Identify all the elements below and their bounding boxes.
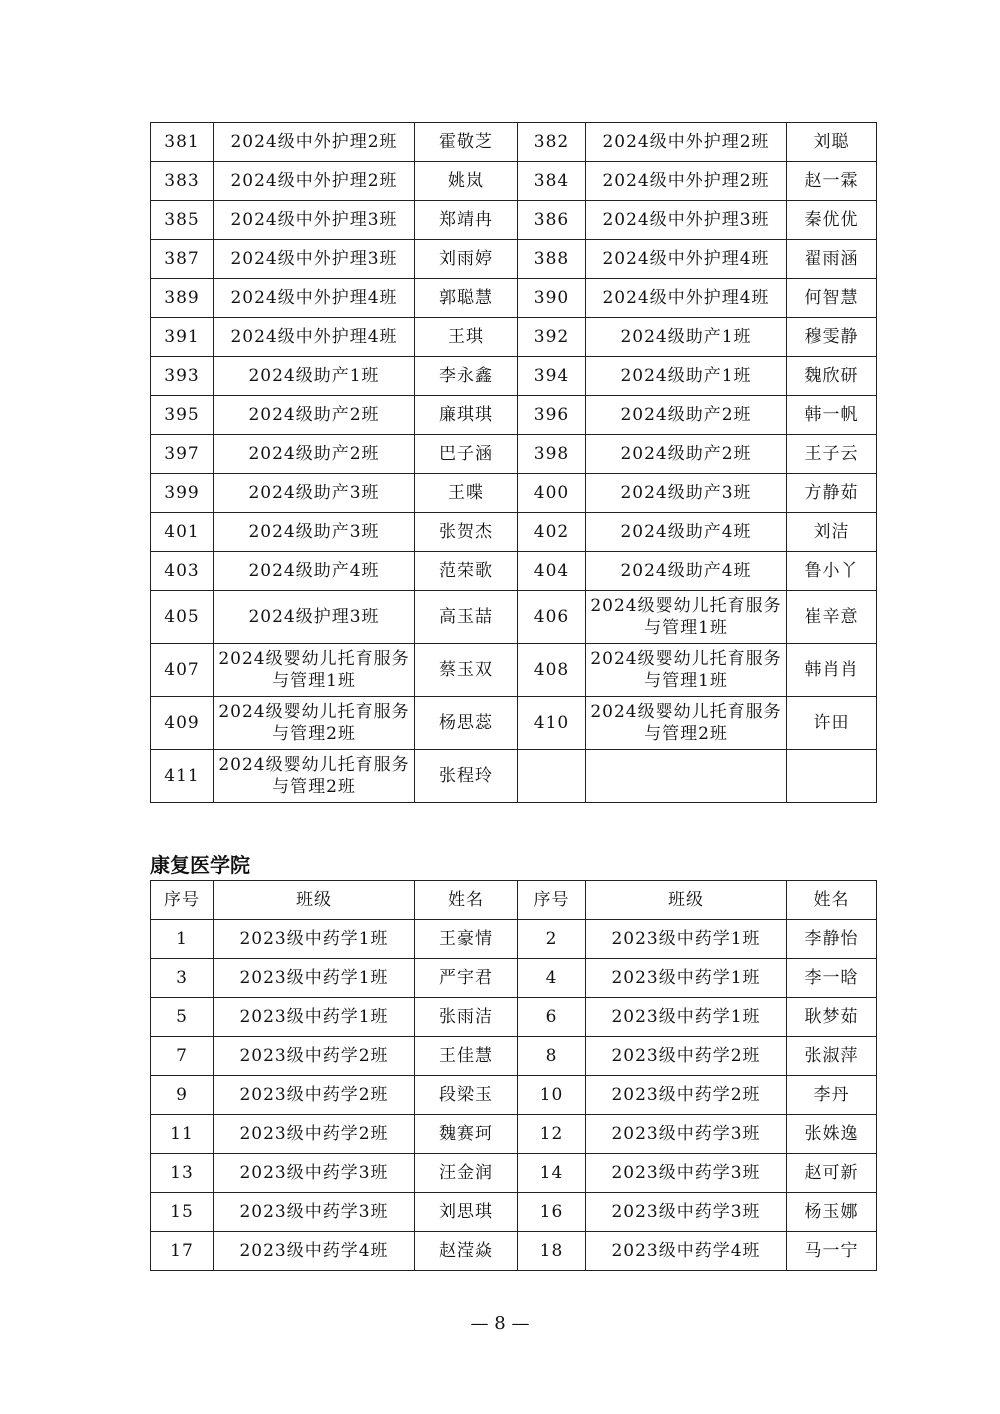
cell-index: 14: [518, 1154, 586, 1193]
cell-class: 2024级助产4班: [214, 552, 415, 591]
cell-name: 李丹: [787, 1076, 877, 1115]
cell-class: 2023级中药学2班: [586, 1037, 787, 1076]
cell-class: 2024级婴幼儿托育服务与管理2班: [214, 697, 415, 750]
cell-class: 2024级中外护理3班: [586, 201, 787, 240]
table-row: [151, 513, 877, 552]
cell-index: 1: [151, 920, 214, 959]
cell-index: 404: [518, 552, 586, 591]
cell-name: 耿梦茹: [787, 998, 877, 1037]
cell-class: 2023级中药学1班: [214, 920, 415, 959]
cell-name: [787, 750, 877, 803]
cell-index: 7: [151, 1037, 214, 1076]
cell-name: 刘思琪: [415, 1193, 518, 1232]
cell-class: 2024级婴幼儿托育服务与管理1班: [214, 644, 415, 697]
cell-class: 2024级助产2班: [586, 435, 787, 474]
cell-name: 段梁玉: [415, 1076, 518, 1115]
cell-index: 409: [151, 697, 214, 750]
cell-name: 王佳慧: [415, 1037, 518, 1076]
cell-class: 2024级助产3班: [214, 513, 415, 552]
cell-name: 蔡玉双: [415, 644, 518, 697]
cell-index: 389: [151, 279, 214, 318]
cell-name: 严宇君: [415, 959, 518, 998]
cell-class: 2024级助产3班: [214, 474, 415, 513]
cell-class: 2023级中药学1班: [214, 998, 415, 1037]
cell-class: 2024级助产2班: [586, 396, 787, 435]
cell-index: 402: [518, 513, 586, 552]
cell-index: 381: [151, 123, 214, 162]
table-row: [151, 396, 877, 435]
section-title: 康复医学院: [150, 853, 250, 877]
cell-class: 2024级中外护理2班: [586, 123, 787, 162]
cell-class: 2023级中药学3班: [214, 1154, 415, 1193]
cell-index: 400: [518, 474, 586, 513]
cell-class: 2024级助产3班: [586, 474, 787, 513]
cell-index: 15: [151, 1193, 214, 1232]
cell-class: 2024级助产1班: [214, 357, 415, 396]
cell-name: 赵滢焱: [415, 1232, 518, 1271]
cell-index: 386: [518, 201, 586, 240]
cell-name: 崔辛意: [787, 591, 877, 644]
header-index: 序号: [151, 881, 214, 920]
cell-name: 杨玉娜: [787, 1193, 877, 1232]
cell-name: 王子云: [787, 435, 877, 474]
cell-class: 2023级中药学1班: [214, 959, 415, 998]
cell-class: 2024级中外护理4班: [214, 318, 415, 357]
cell-index: 388: [518, 240, 586, 279]
cell-name: 鲁小丫: [787, 552, 877, 591]
cell-index: 403: [151, 552, 214, 591]
cell-index: 406: [518, 591, 586, 644]
cell-index: 405: [151, 591, 214, 644]
cell-index: 401: [151, 513, 214, 552]
cell-name: 郑靖冉: [415, 201, 518, 240]
cell-index: 17: [151, 1232, 214, 1271]
cell-index: 392: [518, 318, 586, 357]
table-row: [151, 357, 877, 396]
cell-index: 387: [151, 240, 214, 279]
cell-class: 2024级助产2班: [214, 435, 415, 474]
cell-index: 13: [151, 1154, 214, 1193]
cell-name: 张贺杰: [415, 513, 518, 552]
cell-index: 2: [518, 920, 586, 959]
cell-class: 2024级助产4班: [586, 552, 787, 591]
table-row: [151, 998, 877, 1037]
cell-name: 范荣歌: [415, 552, 518, 591]
cell-name: 何智慧: [787, 279, 877, 318]
cell-index: 12: [518, 1115, 586, 1154]
cell-name: 韩肖肖: [787, 644, 877, 697]
cell-name: 郭聪慧: [415, 279, 518, 318]
cell-name: 翟雨涵: [787, 240, 877, 279]
cell-class: 2023级中药学2班: [214, 1037, 415, 1076]
cell-index: 382: [518, 123, 586, 162]
cell-name: 刘洁: [787, 513, 877, 552]
table-row: [151, 240, 877, 279]
cell-name: 李永鑫: [415, 357, 518, 396]
cell-class: 2023级中药学2班: [214, 1115, 415, 1154]
cell-index: 390: [518, 279, 586, 318]
cell-index: 384: [518, 162, 586, 201]
cell-class: 2024级中外护理2班: [214, 162, 415, 201]
table-row: [151, 1076, 877, 1115]
cell-index: 396: [518, 396, 586, 435]
cell-index: 3: [151, 959, 214, 998]
header-name: 姓名: [787, 881, 877, 920]
cell-index: 11: [151, 1115, 214, 1154]
table-row: [151, 750, 877, 803]
cell-name: 霍敬芝: [415, 123, 518, 162]
page-number: — 8 —: [470, 1313, 530, 1334]
table-row: [151, 201, 877, 240]
cell-index: 385: [151, 201, 214, 240]
cell-index: 408: [518, 644, 586, 697]
cell-name: 张淑萍: [787, 1037, 877, 1076]
cell-class: 2023级中药学2班: [214, 1076, 415, 1115]
cell-name: 杨思蕊: [415, 697, 518, 750]
student-table-continued-body: [151, 123, 877, 803]
cell-class: 2023级中药学2班: [586, 1076, 787, 1115]
cell-class: 2024级助产4班: [586, 513, 787, 552]
cell-name: 刘聪: [787, 123, 877, 162]
header-class: 班级: [214, 881, 415, 920]
cell-class: 2024级婴幼儿托育服务与管理2班: [586, 697, 787, 750]
table-row: [151, 552, 877, 591]
table-header-row: [151, 881, 877, 920]
cell-index: 18: [518, 1232, 586, 1271]
cell-index: 410: [518, 697, 586, 750]
cell-name: 穆雯静: [787, 318, 877, 357]
cell-name: 李一晗: [787, 959, 877, 998]
cell-class: 2024级婴幼儿托育服务与管理2班: [214, 750, 415, 803]
cell-class: 2024级婴幼儿托育服务与管理1班: [586, 644, 787, 697]
cell-class: 2024级中外护理2班: [214, 123, 415, 162]
header-name: 姓名: [415, 881, 518, 920]
cell-class: 2024级婴幼儿托育服务与管理1班: [586, 591, 787, 644]
cell-index: 5: [151, 998, 214, 1037]
table-row: [151, 959, 877, 998]
header-class: 班级: [586, 881, 787, 920]
cell-class: 2023级中药学3班: [586, 1154, 787, 1193]
cell-index: 391: [151, 318, 214, 357]
cell-index: 398: [518, 435, 586, 474]
cell-class: 2024级助产2班: [214, 396, 415, 435]
cell-index: 8: [518, 1037, 586, 1076]
cell-name: 张雨洁: [415, 998, 518, 1037]
table-row: [151, 1115, 877, 1154]
cell-index: 399: [151, 474, 214, 513]
cell-name: 李静怡: [787, 920, 877, 959]
cell-class: 2024级中外护理3班: [214, 240, 415, 279]
cell-class: 2024级中外护理2班: [586, 162, 787, 201]
cell-index: 393: [151, 357, 214, 396]
cell-class: 2024级助产1班: [586, 318, 787, 357]
cell-index: 411: [151, 750, 214, 803]
cell-index: 9: [151, 1076, 214, 1115]
cell-name: 赵可新: [787, 1154, 877, 1193]
cell-class: 2024级助产1班: [586, 357, 787, 396]
cell-class: 2024级中外护理4班: [214, 279, 415, 318]
cell-name: 张姝逸: [787, 1115, 877, 1154]
cell-index: 383: [151, 162, 214, 201]
cell-name: 廉琪琪: [415, 396, 518, 435]
table-row: [151, 920, 877, 959]
cell-class: 2023级中药学1班: [586, 920, 787, 959]
cell-name: 韩一帆: [787, 396, 877, 435]
cell-name: 张程玲: [415, 750, 518, 803]
cell-name: 汪金润: [415, 1154, 518, 1193]
table-row: [151, 644, 877, 697]
table-row: [151, 1037, 877, 1076]
cell-class: 2023级中药学4班: [586, 1232, 787, 1271]
table-row: [151, 1154, 877, 1193]
cell-class: 2023级中药学4班: [214, 1232, 415, 1271]
rehab-medicine-table-body: [151, 920, 877, 1271]
cell-name: 秦优优: [787, 201, 877, 240]
cell-class: 2023级中药学1班: [586, 998, 787, 1037]
table-row: [151, 279, 877, 318]
cell-name: 巴子涵: [415, 435, 518, 474]
student-table-continued: [150, 122, 877, 803]
cell-name: 刘雨婷: [415, 240, 518, 279]
cell-index: 395: [151, 396, 214, 435]
cell-index: 6: [518, 998, 586, 1037]
cell-index: 16: [518, 1193, 586, 1232]
table-row: [151, 697, 877, 750]
cell-class: 2024级中外护理3班: [214, 201, 415, 240]
table-row: [151, 435, 877, 474]
cell-index: 4: [518, 959, 586, 998]
cell-class: 2023级中药学3班: [214, 1193, 415, 1232]
cell-name: 魏欣研: [787, 357, 877, 396]
header-index: 序号: [518, 881, 586, 920]
cell-name: 王琪: [415, 318, 518, 357]
cell-name: 许田: [787, 697, 877, 750]
cell-name: 王喋: [415, 474, 518, 513]
table-row: [151, 1232, 877, 1271]
cell-name: 魏赛珂: [415, 1115, 518, 1154]
cell-class: 2024级中外护理4班: [586, 240, 787, 279]
cell-class: 2023级中药学3班: [586, 1193, 787, 1232]
cell-name: 高玉喆: [415, 591, 518, 644]
cell-name: 马一宁: [787, 1232, 877, 1271]
table-row: [151, 162, 877, 201]
cell-name: 王豪情: [415, 920, 518, 959]
rehab-medicine-table: [150, 880, 877, 1271]
table-row: [151, 123, 877, 162]
cell-index: 397: [151, 435, 214, 474]
cell-name: 赵一霖: [787, 162, 877, 201]
cell-index: 10: [518, 1076, 586, 1115]
table-row: [151, 591, 877, 644]
table-row: [151, 318, 877, 357]
cell-class: 2023级中药学3班: [586, 1115, 787, 1154]
cell-class: 2024级护理3班: [214, 591, 415, 644]
cell-name: 方静茹: [787, 474, 877, 513]
cell-index: [518, 750, 586, 803]
cell-class: [586, 750, 787, 803]
table-row: [151, 474, 877, 513]
cell-name: 姚岚: [415, 162, 518, 201]
cell-index: 407: [151, 644, 214, 697]
cell-index: 394: [518, 357, 586, 396]
cell-class: 2023级中药学1班: [586, 959, 787, 998]
cell-class: 2024级中外护理4班: [586, 279, 787, 318]
table-row: [151, 1193, 877, 1232]
